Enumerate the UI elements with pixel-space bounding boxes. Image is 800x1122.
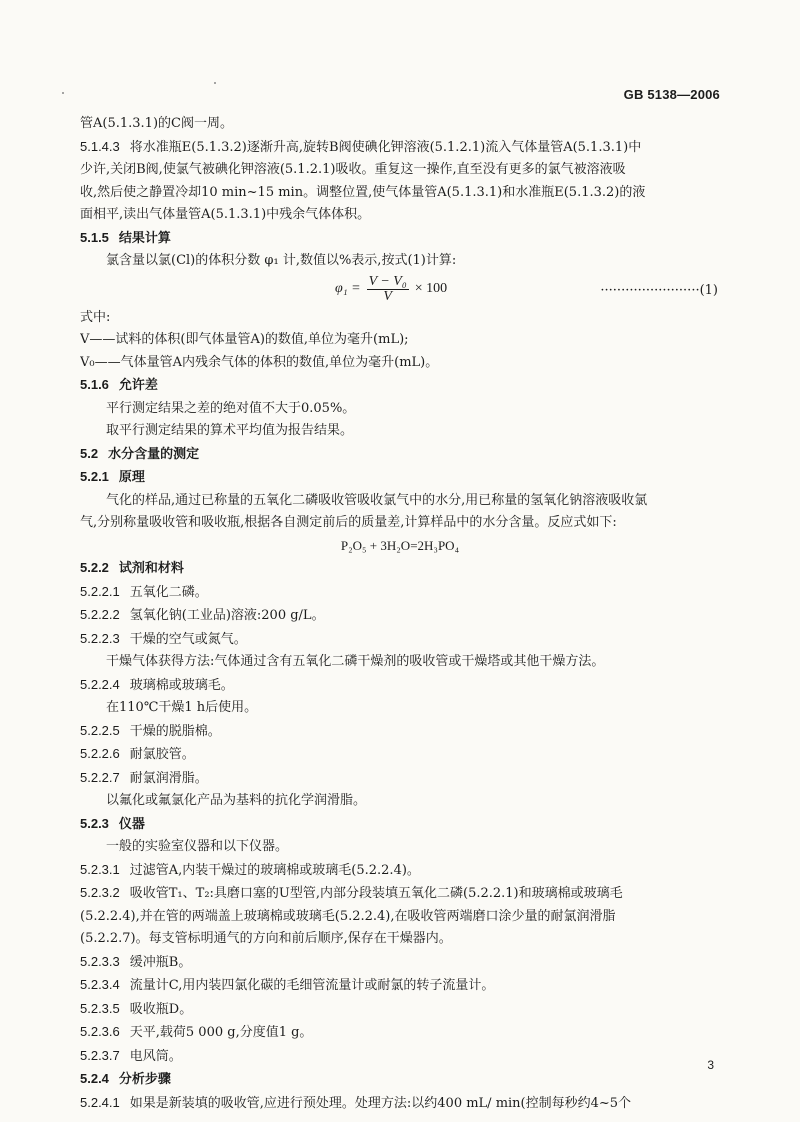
clause-number: 5.2.4.1	[80, 1094, 120, 1110]
clause-line	[80, 1021, 720, 1045]
clause-line	[80, 974, 720, 998]
text-line: 一般的实验室仪器和以下仪器。	[106, 839, 289, 854]
page-body	[80, 113, 720, 1115]
clause-line	[80, 767, 720, 791]
clause-text: 将水准瓶E(5.1.3.2)逐渐升高,旋转B阀使碘化钾溶液(5.1.2.1)流入气体量管A(5.1.3.1)中	[129, 139, 642, 155]
clause-text: 吸收瓶D。	[129, 1001, 193, 1017]
clause-text: 玻璃棉或玻璃毛。	[129, 677, 234, 693]
text-line: 取平行测定结果的算术平均值为报告结果。	[106, 423, 354, 438]
clause-text: 干燥的脱脂棉。	[129, 723, 221, 739]
clause-number: 5.2.3.7	[80, 1047, 120, 1063]
text-line: 以氟化或氟氯化产品为基料的抗化学润滑脂。	[106, 793, 367, 808]
clause-line	[80, 1045, 720, 1069]
clause-number: 5.2.3.4	[80, 977, 120, 992]
clause-number: 5.2.2.5	[80, 722, 120, 738]
clause-line	[80, 743, 720, 767]
heading-text: 结果计算	[118, 230, 171, 246]
clause-line	[80, 674, 720, 698]
clause-text: 天平,载荷5 000 g,分度值1 g。	[129, 1025, 313, 1040]
clause-text: 干燥的空气或氮气。	[129, 631, 247, 647]
text-line: (5.2.2.4),并在管的两端盖上玻璃棉或玻璃毛(5.2.2.4),在吸收管两端磨口涂少量的耐氯润滑脂	[80, 908, 616, 924]
clause-number: 5.2.3	[80, 815, 109, 831]
clause-text: 氢氧化钠(工业品)溶液:200 g/L。	[129, 608, 325, 623]
clause-number: 5.2.3.6	[80, 1024, 120, 1039]
clause-line	[80, 604, 720, 628]
clause-text: 耐氯润滑脂。	[129, 770, 208, 786]
clause-text: 如果是新装填的吸收管,应进行预处理。处理方法:以约400 mL/ min(控制每秒约4~5个	[129, 1095, 632, 1111]
text-line: V₀——气体量管A内残余气体的体积的数值,单位为毫升(mL)。	[80, 354, 439, 370]
clause-line	[80, 951, 720, 975]
section-heading	[80, 374, 720, 398]
clause-number: 5.1.5	[80, 229, 109, 245]
text-line: 气,分别称量吸收管和吸收瓶,根据各自测定前后的质量差,计算样品中的水分含量。反应式如下:	[80, 515, 617, 530]
formula-fraction	[367, 275, 409, 304]
heading-text: 试剂和材料	[118, 561, 184, 576]
text-line: 少许,关闭B阀,使氯气被碘化钾溶液(5.1.2.1)吸收。重复这一操作,直至没有更多的氯气被溶液吸	[80, 162, 626, 177]
clause-text: 吸收管T₁、T₂:具磨口塞的U型管,内部分段装填五氧化二磷(5.2.2.1)和玻璃棉或玻璃毛	[129, 886, 623, 901]
heading-text: 水分含量的测定	[108, 446, 200, 462]
text-line: 在110℃干燥1 h后使用。	[106, 700, 258, 715]
formula-rhs: × 100	[414, 280, 448, 296]
clause-number: 5.2.2.3	[80, 630, 120, 646]
section-heading	[80, 813, 720, 837]
clause-number: 5.2.2.1	[80, 583, 120, 599]
clause-number: 5.2.3.5	[80, 1000, 120, 1016]
reaction-equation: P₂O₅ + 3H₂O=2H₃PO₄	[340, 537, 460, 553]
heading-text: 仪器	[118, 816, 145, 832]
formula-1	[80, 273, 720, 307]
clause-text: 电风筒。	[129, 1048, 182, 1064]
clause-text: 缓冲瓶B。	[129, 954, 192, 970]
clause-text: 耐氯胶管。	[129, 747, 195, 762]
text-line: 气化的样品,通过已称量的五氧化二磷吸收管吸收氯气中的水分,用已称量的氢氧化钠溶液吸收氯	[106, 492, 648, 508]
clause-number: 5.2	[80, 445, 99, 461]
clause-line	[80, 998, 720, 1022]
clause-number: 5.2.3.1	[80, 861, 120, 877]
clause-number: 5.2.2.7	[80, 769, 120, 785]
formula-lhs: φ₁ =	[335, 280, 361, 296]
clause-number: 5.2.4	[80, 1071, 109, 1086]
heading-text: 分析步骤	[118, 1072, 171, 1087]
page-number: 3	[707, 1058, 714, 1072]
text-line: V——试料的体积(即气体量管A)的数值,单位为毫升(mL);	[80, 332, 409, 347]
clause-number: 5.2.2.6	[80, 746, 120, 761]
clause-text: 流量计C,用内装四氯化碳的毛细管流量计或耐氯的转子流量计。	[129, 978, 495, 993]
text-line: 氯含量以氯(Cl)的体积分数 φ₁ 计,数值以%表示,按式(1)计算:	[106, 253, 457, 268]
heading-text: 原理	[118, 470, 145, 485]
clause-line	[80, 1092, 720, 1116]
scan-speck	[214, 82, 216, 84]
clause-number: 5.2.3.3	[80, 953, 120, 969]
clause-number: 5.1.6	[80, 377, 109, 392]
text-line: 式中:	[80, 309, 111, 325]
section-heading	[80, 1068, 720, 1092]
clause-line	[80, 859, 720, 883]
clause-number: 5.2.2	[80, 560, 109, 575]
clause-number: 5.2.3.2	[80, 885, 120, 900]
clause-line	[80, 581, 720, 605]
clause-line	[80, 136, 720, 160]
formula-expression	[335, 275, 447, 304]
scan-speck	[62, 92, 64, 94]
formula-numerator: V − V₀	[368, 273, 407, 289]
text-line: 管A(5.1.3.1)的C阀一周。	[80, 116, 233, 131]
section-heading	[80, 443, 720, 467]
text-line: 面相平,读出气体量管A(5.1.3.1)中残余气体体积。	[80, 207, 371, 222]
text-line: 平行测定结果之差的绝对值不大于0.05%。	[106, 400, 356, 416]
clause-line	[80, 720, 720, 744]
heading-text: 允许差	[118, 378, 158, 393]
clause-line	[80, 628, 720, 652]
section-heading	[80, 557, 720, 581]
text-line: 收,然后使之静置冷却10 min~15 min。调整位置,使气体量管A(5.1.3.1)和水准瓶E(5.1.3.2)的液	[80, 184, 646, 200]
clause-text: 过滤管A,内装干燥过的玻璃棉或玻璃毛(5.2.2.4)。	[129, 862, 420, 878]
text-line: (5.2.2.7)。每支管标明通气的方向和前后顺序,保存在干燥器内。	[80, 931, 452, 946]
section-heading	[80, 466, 720, 490]
clause-line	[80, 882, 720, 906]
formula-denominator: V	[383, 288, 392, 304]
clause-number: 5.2.1	[80, 469, 109, 484]
section-heading	[80, 227, 720, 251]
text-line: 干燥气体获得方法:气体通过含有五氧化二磷干燥剂的吸收管或干燥塔或其他干燥方法。	[106, 654, 605, 669]
document-code: GB 5138—2006	[623, 87, 720, 102]
clause-number: 5.1.4.3	[80, 138, 120, 154]
clause-number: 5.2.2.2	[80, 607, 120, 622]
clause-number: 5.2.2.4	[80, 676, 120, 692]
formula-number: ························(1)	[600, 282, 718, 298]
clause-text: 五氧化二磷。	[129, 584, 208, 600]
